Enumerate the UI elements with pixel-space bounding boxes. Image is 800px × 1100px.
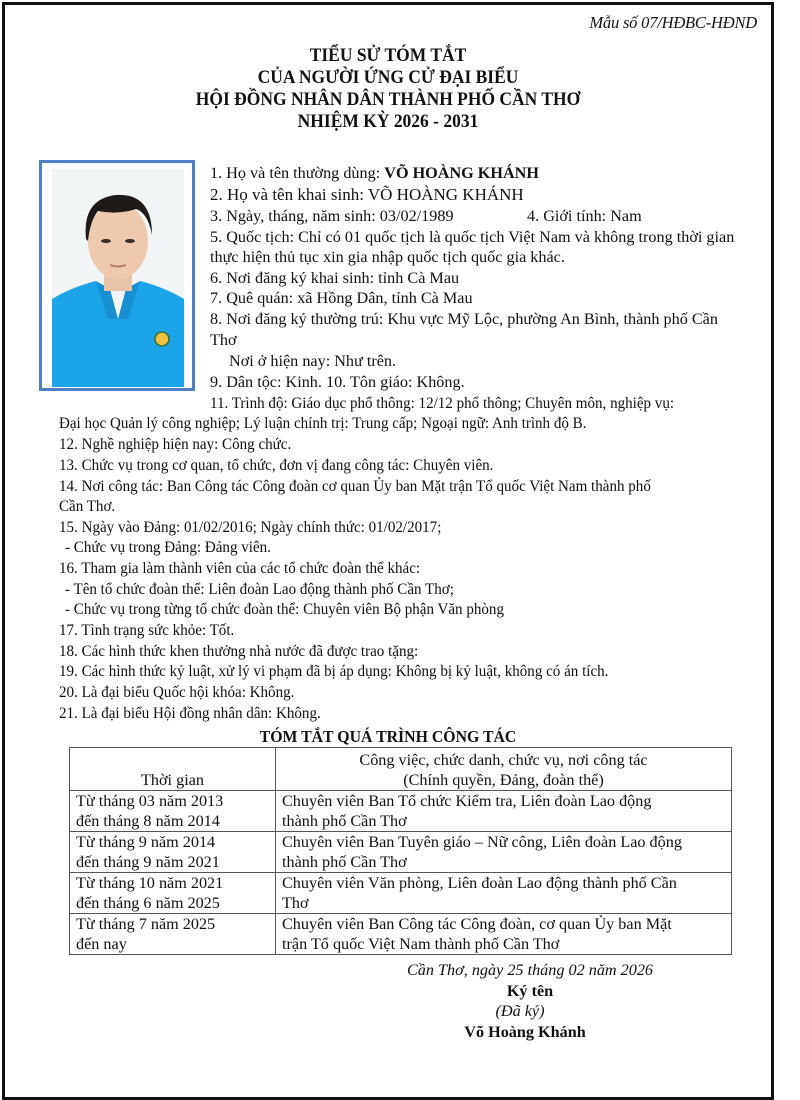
field-8-current-residence: Nơi ở hiện nay: Như trên. xyxy=(229,352,397,370)
time-to: đến tháng 6 năm 2025 xyxy=(76,894,220,912)
title-line-2: CỦA NGƯỜI ỨNG CỬ ĐẠI BIỂU xyxy=(257,67,519,88)
field-5-line-1: 5. Quốc tịch: Chỉ có 01 quốc tịch là quốc tịch Việt Nam và không trong thời gian xyxy=(210,228,735,246)
document-title xyxy=(36,45,741,133)
row-job xyxy=(276,914,732,955)
table-row xyxy=(70,832,732,873)
form-code: Mẫu số 07/HĐBC-HĐND xyxy=(589,13,757,32)
time-to: đến nay xyxy=(76,935,127,953)
work-history-table xyxy=(69,747,732,955)
field-14-line-1: 14. Nơi công tác: Ban Công tác Công đoàn cơ quan Ủy ban Mặt trận Tổ quốc Việt Nam thành phố xyxy=(59,477,651,495)
field-1 xyxy=(210,163,539,183)
row-time xyxy=(70,791,276,832)
right-eye xyxy=(125,239,135,243)
header-job-line-1: Công việc, chức danh, chức vụ, nơi công tác xyxy=(359,751,648,769)
title-line-3: HỘI ĐỒNG NHÂN DÂN THÀNH PHỐ CẦN THƠ xyxy=(195,89,581,110)
title-line-4: NHIỆM KỲ 2026 - 2031 xyxy=(297,111,479,132)
row-job xyxy=(276,791,732,832)
document-page xyxy=(2,2,774,1100)
face xyxy=(88,203,148,279)
header-job xyxy=(276,748,732,791)
signature-name: Võ Hoàng Khánh xyxy=(464,1023,586,1041)
signature-place-date: Cần Thơ, ngày 25 tháng 02 năm 2026 xyxy=(406,961,654,979)
field-8-line-2: Thơ xyxy=(210,331,237,349)
candidate-common-name: VÕ HOÀNG KHÁNH xyxy=(384,164,539,182)
table-row xyxy=(70,873,732,914)
field-6: 6. Nơi đăng ký khai sinh: tỉnh Cà Mau xyxy=(210,269,460,287)
table-row xyxy=(70,791,732,832)
job-line-2: Thơ xyxy=(282,894,309,912)
field-20: 20. Là đại biểu Quốc hội khóa: Không. xyxy=(59,683,295,701)
time-from: Từ tháng 9 năm 2014 xyxy=(76,833,216,851)
job-line-1: Chuyên viên Ban Công tác Công đoàn, cơ quan Ủy ban Mặt xyxy=(282,915,672,933)
job-line-2: thành phố Cần Thơ xyxy=(282,853,407,871)
job-line-2: trận Tổ quốc Việt Nam thành phố Cần Thơ xyxy=(282,935,560,953)
header-job-line-2: (Chính quyền, Đảng, đoàn thể) xyxy=(403,771,604,789)
field-9-10: 9. Dân tộc: Kinh. 10. Tôn giáo: Không. xyxy=(210,373,465,391)
header-time-label: Thời gian xyxy=(141,771,204,789)
time-to: đến tháng 9 năm 2021 xyxy=(76,853,220,871)
table-header-row xyxy=(70,748,732,791)
field-3: 3. Ngày, tháng, năm sinh: 03/02/1989 xyxy=(210,207,454,225)
time-from: Từ tháng 10 năm 2021 xyxy=(76,874,224,892)
time-to: đến tháng 8 năm 2014 xyxy=(76,812,220,830)
job-line-1: Chuyên viên Ban Tuyên giáo – Nữ công, Liên đoàn Lao động xyxy=(282,833,682,851)
table-row xyxy=(70,914,732,955)
field-15: 15. Ngày vào Đảng: 01/02/2016; Ngày chính thức: 01/02/2017; xyxy=(59,518,442,536)
field-8-line-1: 8. Nơi đăng ký thường trú: Khu vực Mỹ Lộc, phường An Bình, thành phố Cần xyxy=(210,310,718,328)
field-21: 21. Là đại biểu Hội đồng nhân dân: Không. xyxy=(59,704,321,722)
time-from: Từ tháng 03 năm 2013 xyxy=(76,792,224,810)
job-line-1: Chuyên viên Ban Tổ chức Kiểm tra, Liên đoàn Lao động xyxy=(282,792,652,810)
field-16-organization: - Tên tổ chức đoàn thể: Liên đoàn Lao động thành phố Cần Thơ; xyxy=(65,580,454,598)
job-line-2: thành phố Cần Thơ xyxy=(282,812,407,830)
field-11-line-2: Đại học Quản lý công nghiệp; Lý luận chính trị: Trung cấp; Ngoại ngữ: Anh trình độ B. xyxy=(59,414,587,432)
header-time xyxy=(70,748,276,791)
field-7: 7. Quê quán: xã Hồng Dân, tỉnh Cà Mau xyxy=(210,289,473,307)
row-time xyxy=(70,832,276,873)
job-line-1: Chuyên viên Văn phòng, Liên đoàn Lao động thành phố Cần xyxy=(282,874,677,892)
field-18: 18. Các hình thức khen thưởng nhà nước đã được trao tặng: xyxy=(59,642,419,660)
row-time xyxy=(70,914,276,955)
time-from: Từ tháng 7 năm 2025 xyxy=(76,915,216,933)
field-16-position: - Chức vụ trong từng tổ chức đoàn thể: Chuyên viên Bộ phận Văn phòng xyxy=(65,600,504,618)
left-eye xyxy=(101,239,111,243)
work-history-title: TÓM TẮT QUÁ TRÌNH CÔNG TÁC xyxy=(259,727,517,746)
field-2: 2. Họ và tên khai sinh: VÕ HOÀNG KHÁNH xyxy=(210,185,524,204)
field-12: 12. Nghề nghiệp hiện nay: Công chức. xyxy=(59,435,292,453)
field-16: 16. Tham gia làm thành viên của các tổ chức đoàn thể khác: xyxy=(59,559,421,577)
field-19: 19. Các hình thức kỷ luật, xử lý vi phạm đã bị áp dụng: Không bị kỷ luật, không có án tích. xyxy=(59,662,609,680)
row-job xyxy=(276,832,732,873)
field-4: 4. Giới tính: Nam xyxy=(527,207,642,225)
field-1-label: 1. Họ và tên thường dùng: xyxy=(210,164,385,182)
row-time xyxy=(70,873,276,914)
candidate-photo xyxy=(52,169,184,387)
title-line-1: TIỂU SỬ TÓM TẮT xyxy=(309,45,467,66)
candidate-photo-frame xyxy=(39,160,195,391)
portrait-image xyxy=(52,169,184,387)
field-17: 17. Tình trạng sức khỏe: Tốt. xyxy=(59,621,235,639)
signature-signed-note: (Đã ký) xyxy=(495,1002,545,1020)
union-badge-icon xyxy=(155,332,169,346)
field-14-line-2: Cần Thơ. xyxy=(59,497,116,515)
row-job xyxy=(276,873,732,914)
field-5-line-2: thực hiện thủ tục xin gia nhập quốc tịch quốc gia khác. xyxy=(210,248,565,266)
field-15-party-position: - Chức vụ trong Đảng: Đảng viên. xyxy=(65,538,271,556)
field-13: 13. Chức vụ trong cơ quan, tổ chức, đơn vị đang công tác: Chuyên viên. xyxy=(59,456,494,474)
field-11-line-1: 11. Trình độ: Giáo dục phổ thông: 12/12 phổ thông; Chuyên môn, nghiệp vụ: xyxy=(210,394,675,412)
signature-label: Ký tên xyxy=(506,982,554,1000)
